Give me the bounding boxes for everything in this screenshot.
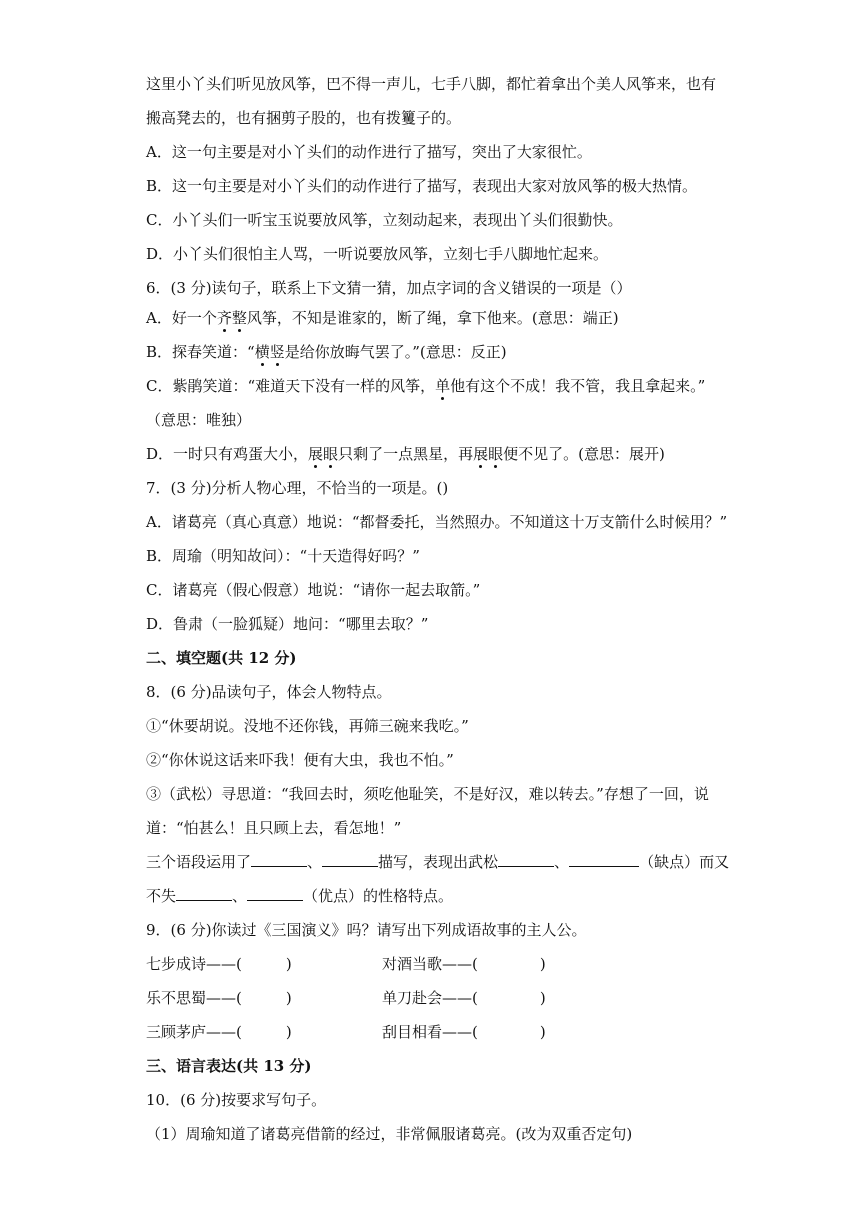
- section-heading-language-expression: 三、语言表达(共 13 分): [146, 1057, 312, 1075]
- q9-item-left: 三顾茅庐——(: [146, 1023, 242, 1041]
- answer-blank[interactable]: [569, 852, 639, 867]
- q8-stem: 8．(6 分)品读句子，体会人物特点。: [146, 683, 392, 701]
- q9-close-paren: ): [539, 989, 546, 1007]
- q6-d-dotted-char: 展: [473, 445, 489, 463]
- q9-close-paren: ): [285, 955, 292, 973]
- answer-blank[interactable]: [322, 852, 378, 867]
- q7-option-a: A．诸葛亮（真心真意）地说：“都督委托，当然照办。不知道这十万支箭什么时候用？”: [146, 513, 728, 531]
- q6-b-text: 是给你放晦气罢了。”(意思：反正): [284, 343, 507, 361]
- q5-option-a: A．这一句主要是对小丫头们的动作进行了描写，突出了大家很忙。: [146, 143, 592, 161]
- q6-a-text: A．好一个: [146, 309, 217, 327]
- q6-b-text: B．探春笑道：“: [146, 343, 255, 361]
- q6-d-dotted-char: 展: [308, 445, 324, 463]
- q6-option-b: [146, 342, 507, 362]
- q10-stem: 10．(6 分)按要求写句子。: [146, 1091, 327, 1109]
- q5-option-c: C．小丫头们一听宝玉说要放风筝，立刻动起来，表现出丫头们很勤快。: [146, 211, 623, 229]
- answer-blank[interactable]: [176, 886, 232, 901]
- q6-c-text: C．紫鹃笑道：“难道天下没有一样的风筝，: [146, 377, 436, 395]
- q9-row: [146, 988, 546, 1008]
- q6-c-text: 他有这个不成！我不管，我且拿起来。”: [450, 377, 706, 395]
- q6-d-dotted-char: 眼: [488, 445, 504, 463]
- q8-text: 、: [554, 853, 570, 871]
- q6-a-text: 风筝，不知是谁家的，断了绳，拿下他来。(意思：端正): [246, 309, 619, 327]
- q8-text: （缺点）而又: [639, 853, 730, 871]
- q6-d-text: D．一时只有鸡蛋大小，: [146, 445, 309, 463]
- q8-fill-line-1: [146, 852, 729, 872]
- section-heading-fill-in: 二、填空题(共 12 分): [146, 649, 297, 667]
- q9-row: [146, 1022, 546, 1042]
- q9-close-paren: ): [539, 1023, 546, 1041]
- answer-blank[interactable]: [247, 886, 303, 901]
- q5-option-b: B．这一句主要是对小丫头们的动作进行了描写，表现出大家对放风筝的极大热情。: [146, 177, 698, 195]
- q8-sentence-3-line-2: 道：“怕甚么！且只顾上去，看怎地！”: [146, 819, 402, 837]
- q9-close-paren: ): [285, 1023, 292, 1041]
- q6-stem: 6．(3 分)读句子，联系上下文猜一猜，加点字词的含义错误的一项是（）: [146, 279, 632, 297]
- q9-row: [146, 954, 546, 974]
- q9-item-right: 刮目相看——(: [382, 1023, 478, 1041]
- q9-right-cell: [382, 954, 546, 974]
- q10-sentence-1: （1）周瑜知道了诸葛亮借箭的经过，非常佩服诸葛亮。(改为双重否定句): [146, 1125, 633, 1143]
- q7-stem: 7．(3 分)分析人物心理，不恰当的一项是。(): [146, 479, 449, 497]
- q8-text: 描写，表现出武松: [378, 853, 499, 871]
- q6-d-text: 只剩了一点黑星，再: [338, 445, 474, 463]
- answer-blank[interactable]: [498, 852, 554, 867]
- q5-option-d: D．小丫头们很怕主人骂，一听说要放风筝，立刻七手八脚地忙起来。: [146, 245, 609, 263]
- q8-sentence-1: ①“休要胡说。没地不还你钱，再筛三碗来我吃。”: [146, 717, 469, 735]
- answer-blank[interactable]: [251, 852, 307, 867]
- q8-text: 、: [232, 887, 248, 905]
- q9-right-cell: [382, 1022, 546, 1042]
- q9-right-cell: [382, 988, 546, 1008]
- q9-item-left: 乐不思蜀——(: [146, 989, 242, 1007]
- q9-item-left: 七步成诗——(: [146, 955, 242, 973]
- q6-b-dotted-char: 竖: [269, 343, 285, 361]
- q6-a-dotted-char: 整: [231, 309, 247, 327]
- q8-sentence-2: ②“你休说这话来吓我！便有大虫，我也不怕。”: [146, 751, 454, 769]
- q6-option-d: [146, 444, 665, 464]
- q9-stem: 9．(6 分)你读过《三国演义》吗？请写出下列成语故事的主人公。: [146, 921, 587, 939]
- q8-text: 三个语段运用了: [146, 853, 252, 871]
- q8-sentence-3-line-1: ③（武松）寻思道：“我回去时，须吃他耻笑，不是好汉，难以转去。”存想了一回，说: [146, 785, 709, 803]
- q9-item-right: 单刀赴会——(: [382, 989, 478, 1007]
- q9-close-paren: ): [285, 989, 292, 1007]
- q6-d-text: 便不见了。(意思：展开): [503, 445, 665, 463]
- q8-text: 、: [307, 853, 323, 871]
- q7-option-b: B．周瑜（明知故问）：“十天造得好吗？”: [146, 547, 420, 565]
- q6-option-c-meaning: （意思：唯独）: [146, 411, 252, 429]
- q5-passage-line-2: 搬高凳去的，也有捆剪子股的，也有拨籰子的。: [146, 109, 462, 127]
- q5-passage-line-1: 这里小丫头们听见放风筝，巴不得一声儿，七手八脚，都忙着拿出个美人风筝来，也有: [146, 75, 717, 93]
- q6-b-dotted-char: 横: [254, 343, 270, 361]
- q6-a-dotted-char: 齐: [216, 309, 232, 327]
- q7-option-c: C．诸葛亮（假心假意）地说：“请你一起去取箭。”: [146, 581, 481, 599]
- q6-d-dotted-char: 眼: [323, 445, 339, 463]
- q7-option-d: D．鲁肃（一脸狐疑）地问：“哪里去取？”: [146, 615, 429, 633]
- q6-c-dotted-char: 单: [435, 377, 451, 395]
- q9-close-paren: ): [539, 955, 546, 973]
- q6-option-a: [146, 308, 619, 328]
- q8-fill-line-2: [146, 886, 453, 906]
- q8-text: 不失: [146, 887, 177, 905]
- q6-option-c: [146, 376, 705, 396]
- q8-text: （优点）的性格特点。: [303, 887, 454, 905]
- q9-item-right: 对酒当歌——(: [382, 955, 478, 973]
